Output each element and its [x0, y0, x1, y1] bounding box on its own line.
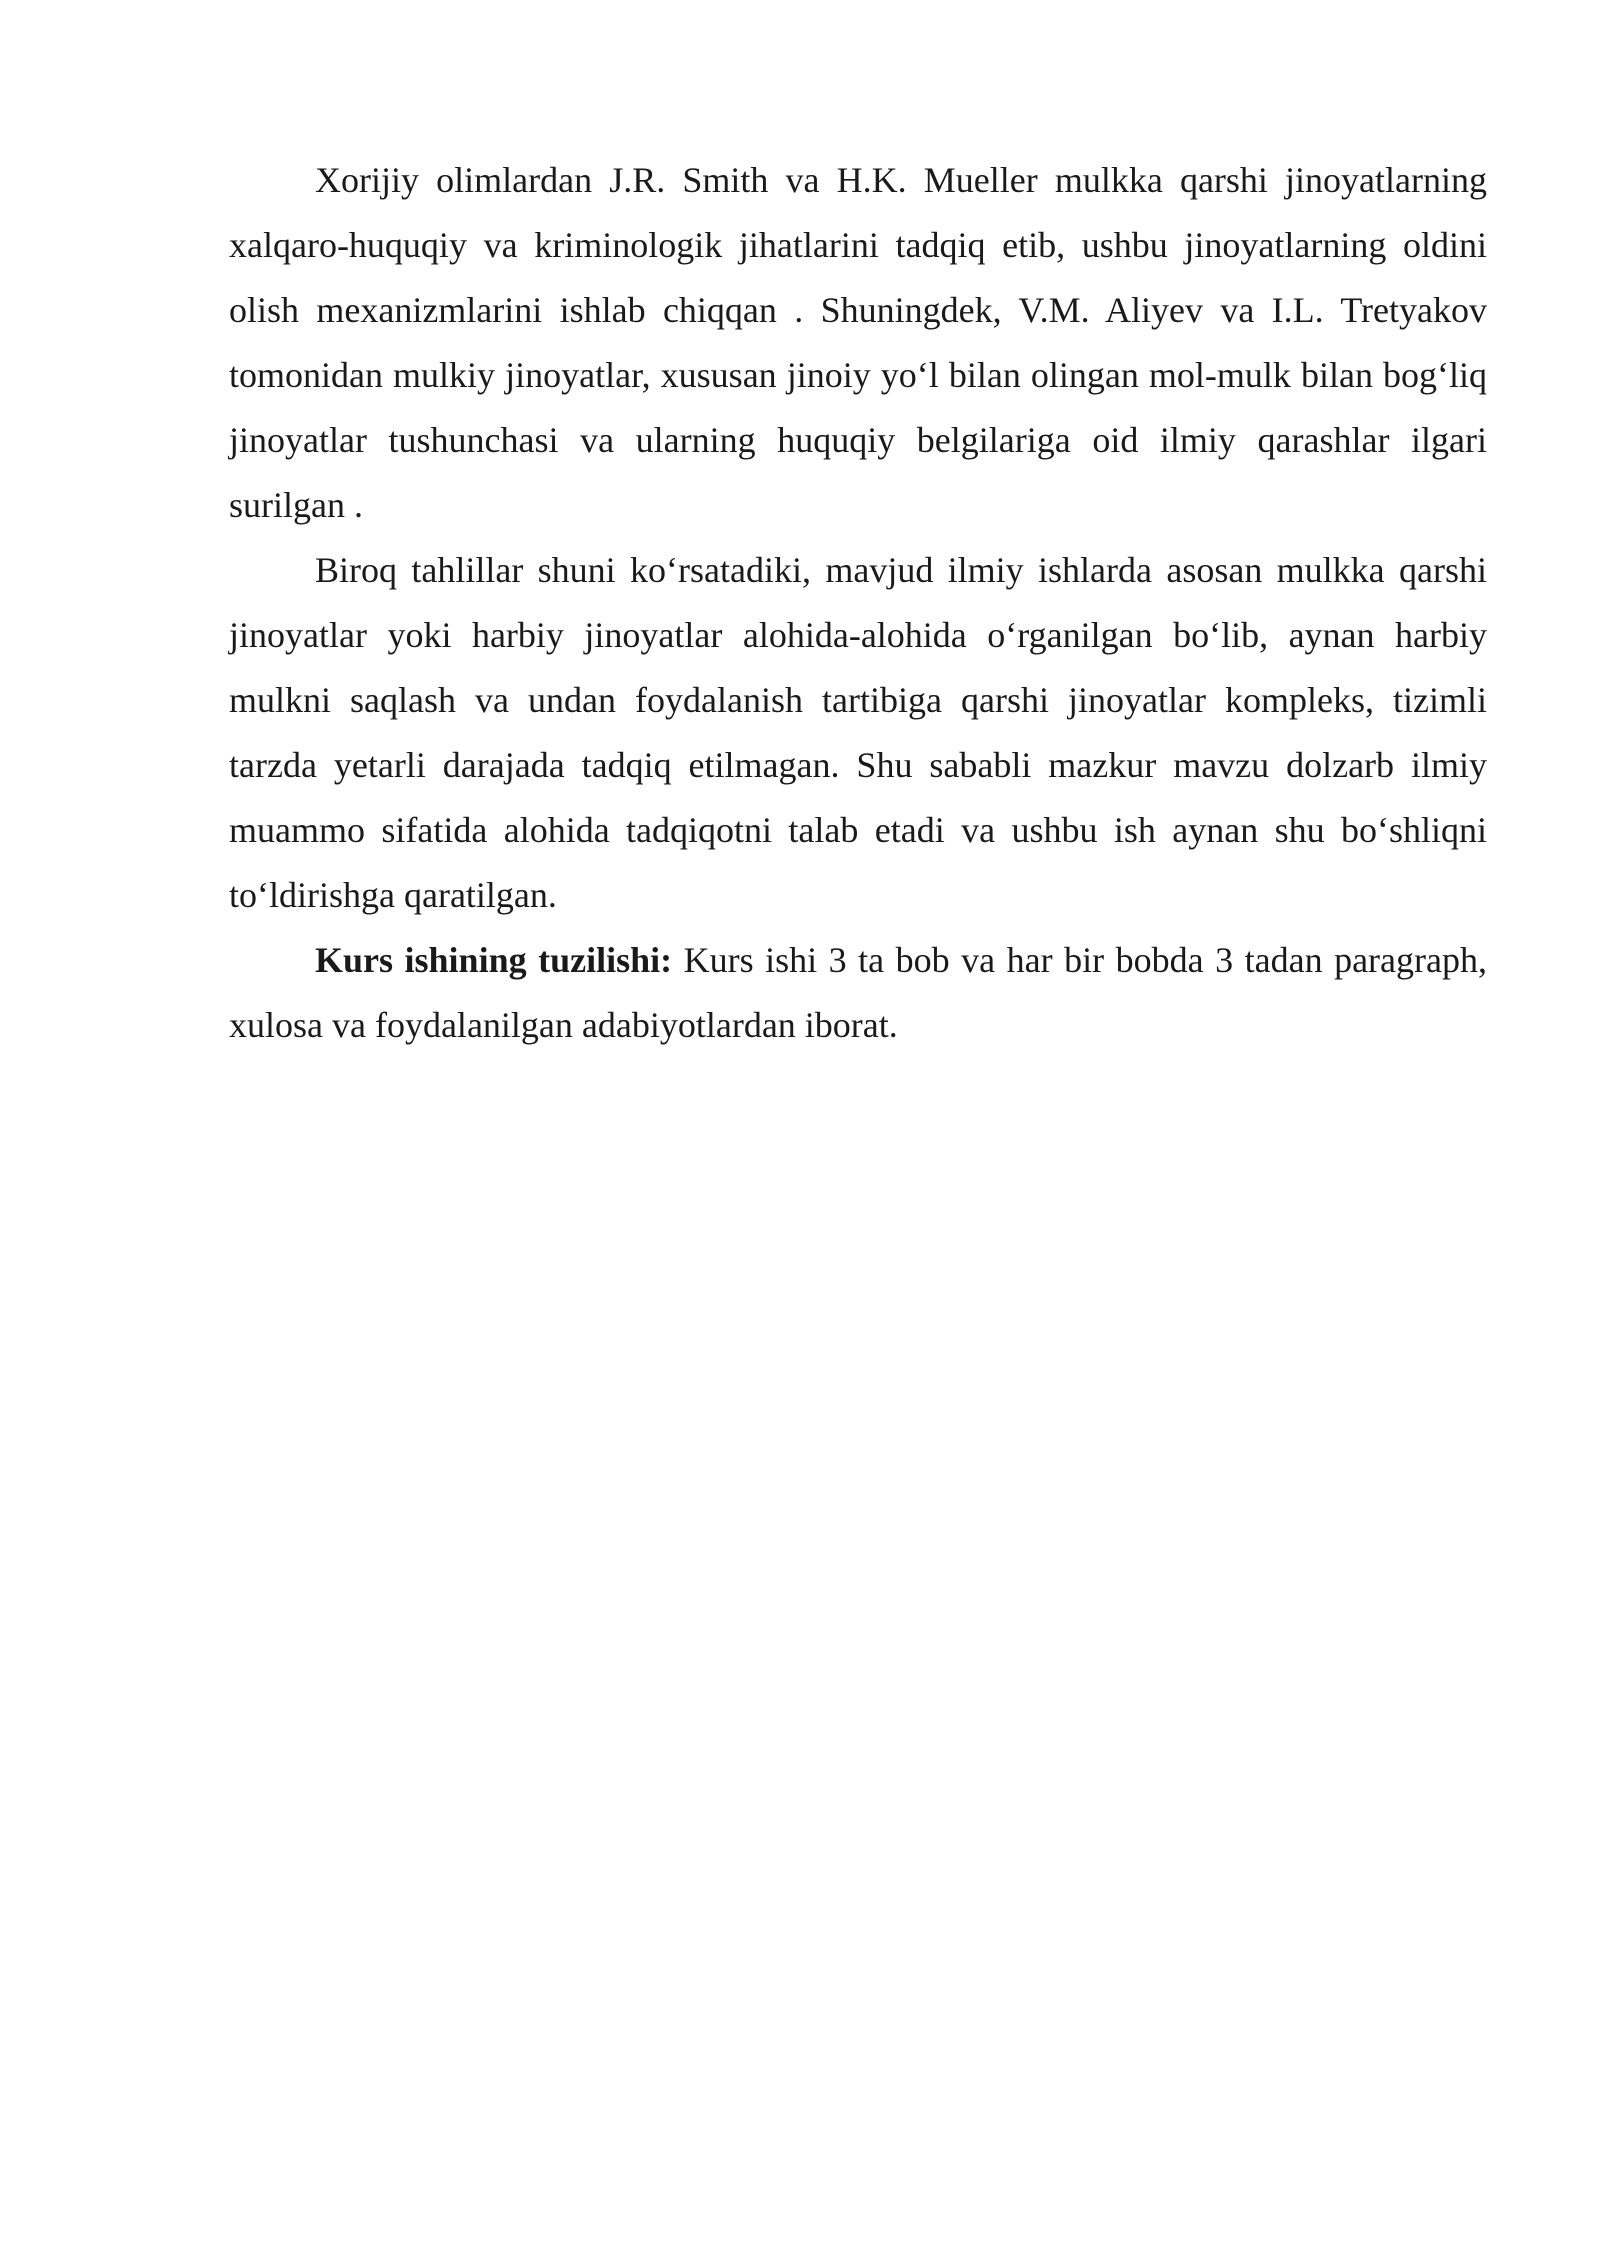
- paragraph-bold-lead: Kurs ishining tuzilishi:: [315, 940, 673, 980]
- document-page: [229, 148, 1487, 1058]
- paragraph-text: Xorijiy olimlardan J.R. Smith va H.K. Mueller mulkka qarshi jinoyatlarning xalqaro-huquqiy va kriminologik jihatlarini tadqiq etib, ushbu jinoyatlarning oldini olish mexanizmlarini ishlab chiqqan . Shuningdek, V.M. Aliyev va I.L. Tretyakov tomonidan mulkiy jinoyatlar, xususan jinoiy yo‘l bilan olingan mol-mulk bilan bog‘liq jinoyatlar tushunchasi va ularning huquqiy belgilariga oid ilmiy qarashlar ilgari surilgan .: [229, 160, 1487, 525]
- paragraph-text: Biroq tahlillar shuni ko‘rsatadiki, mavjud ilmiy ishlarda asosan mulkka qarshi jinoyatlar yoki harbiy jinoyatlar alohida-alohida o‘rganilgan bo‘lib, aynan harbiy mulkni saqlash va undan foydalanish tartibiga qarshi jinoyatlar kompleks, tizimli tarzda yetarli darajada tadqiq etilmagan. Shu sababli mazkur mavzu dolzarb ilmiy muammo sifatida alohida tadqiqotni talab etadi va ushbu ish aynan shu bo‘shliqni to‘ldirishga qaratilgan.: [229, 550, 1487, 915]
- paragraph-foreign-scholars: [229, 148, 1487, 538]
- paragraph-course-structure: [229, 928, 1487, 1058]
- paragraph-research-gap: [229, 538, 1487, 928]
- paragraph-text: Kurs ishi 3 ta bob va har bir bobda 3 tadan paragraph, xulosa va foydalanilgan adabiyotlardan iborat.: [229, 940, 1487, 1045]
